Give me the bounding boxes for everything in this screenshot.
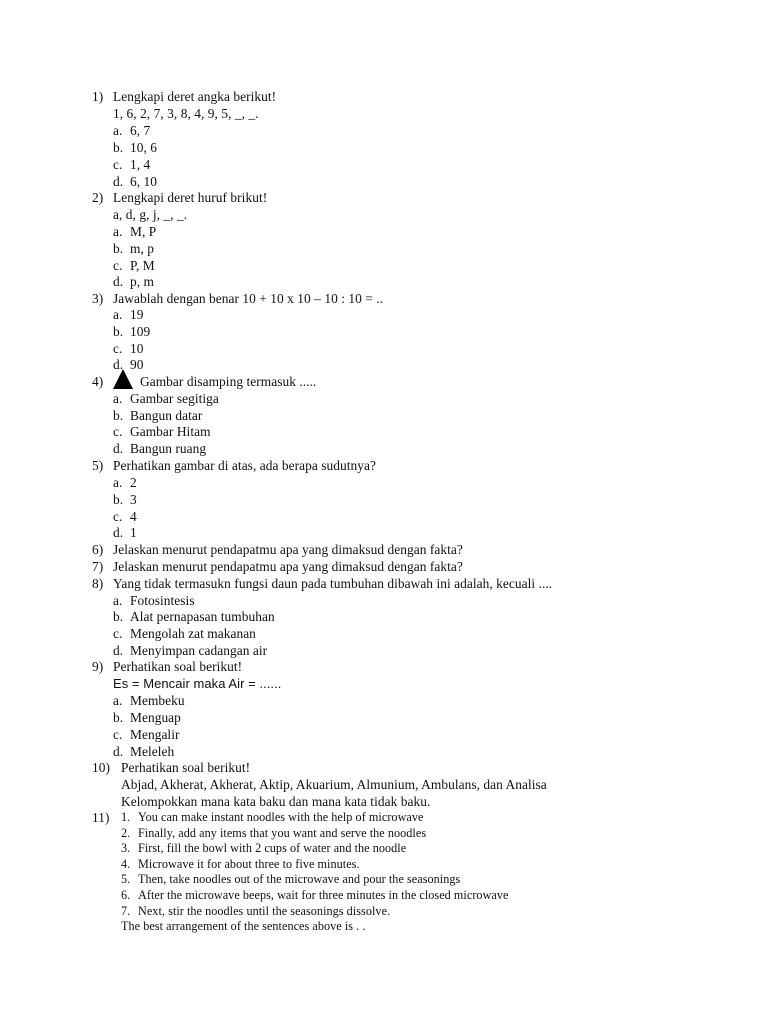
- question-text: Jelaskan menurut pendapatmu apa yang dimaksud dengan fakta?: [113, 542, 463, 557]
- step-item: 3. First, fill the bowl with 2 cups of water and the noodle: [121, 841, 407, 856]
- option-b: b. 109: [113, 324, 151, 339]
- question-number: 11): [92, 810, 110, 825]
- question-number: 8): [92, 576, 104, 591]
- option-a: a. 19: [113, 307, 144, 322]
- letter-sequence: a, d, g, j, _, _.: [113, 207, 188, 222]
- question-text: Jawablah dengan benar 10 + 10 x 10 – 10 : 10 = ..: [113, 291, 384, 306]
- question-text: Perhatikan soal berikut!: [113, 659, 243, 674]
- question-number: 9): [92, 659, 104, 674]
- step-item: 5. Then, take noodles out of the microwave and pour the seasonings: [121, 872, 461, 887]
- option-a: a. Fotosintesis: [113, 593, 195, 608]
- option-b: b. Alat pernapasan tumbuhan: [113, 609, 275, 624]
- question-text: Perhatikan soal berikut!: [121, 760, 251, 775]
- question-number: 2): [92, 190, 104, 205]
- question-number: 7): [92, 559, 104, 574]
- word-list: Abjad, Akherat, Akherat, Aktip, Akuarium, Almunium, Ambulans, dan Analisa: [121, 777, 547, 792]
- option-b: b. m, p: [113, 241, 155, 256]
- step-item: 6. After the microwave beeps, wait for three minutes in the closed microwave: [121, 888, 509, 902]
- question-number: 4): [92, 374, 104, 389]
- option-d: d. 1: [113, 525, 137, 540]
- analogy-text: Es = Mencair maka Air = ......: [113, 676, 282, 691]
- question-number: 5): [92, 458, 104, 473]
- option-d: d. Menyimpan cadangan air: [113, 643, 268, 658]
- option-d: d. 6, 10: [113, 174, 158, 189]
- option-c: c. Mengolah zat makanan: [113, 626, 256, 641]
- question-number: 6): [92, 542, 104, 557]
- question-text: Lengkapi deret angka berikut!: [113, 89, 277, 104]
- instruction-text: Kelompokkan mana kata baku dan mana kata tidak baku.: [121, 794, 431, 809]
- option-a: a. Membeku: [113, 693, 185, 708]
- step-item: 2. Finally, add any items that you want and serve the noodles: [121, 825, 427, 840]
- option-c: c. Gambar Hitam: [113, 424, 211, 439]
- question-text: Jelaskan menurut pendapatmu apa yang dimaksud dengan fakta?: [113, 559, 463, 574]
- option-b: b. Menguap: [113, 710, 181, 725]
- option-a: a. Gambar segitiga: [113, 391, 219, 406]
- number-sequence: 1, 6, 2, 7, 3, 8, 4, 9, 5, _, _.: [113, 106, 259, 121]
- option-c: c. P, M: [113, 258, 155, 273]
- option-d: d. Bangun ruang: [113, 441, 207, 456]
- option-a: a. 2: [113, 475, 137, 490]
- question-text: Perhatikan gambar di atas, ada berapa sudutnya?: [113, 458, 376, 473]
- step-item: 7. Next, stir the noodles until the seasonings dissolve.: [121, 903, 391, 918]
- option-b: b. 3: [113, 492, 137, 507]
- question-text: Yang tidak termasukn fungsi daun pada tumbuhan dibawah ini adalah, kecuali ....: [113, 576, 553, 591]
- option-d: d. p, m: [113, 274, 155, 289]
- question-number: 1): [92, 89, 104, 104]
- option-c: c. 4: [113, 509, 137, 524]
- step-item: 1. You can make instant noodles with the help of microwave: [121, 810, 424, 824]
- option-c: c. 1, 4: [113, 157, 151, 172]
- option-a: a. M, P: [113, 224, 157, 239]
- question-text: Lengkapi deret huruf brikut!: [113, 190, 268, 205]
- option-d: d. Meleleh: [113, 744, 175, 759]
- step-item: 4. Microwave it for about three to five minutes.: [121, 856, 360, 871]
- closing-question: The best arrangement of the sentences above is . .: [121, 919, 366, 933]
- question-number: 10): [92, 760, 110, 775]
- option-c: c. Mengalir: [113, 727, 180, 742]
- option-b: b. 10, 6: [113, 140, 158, 155]
- option-d: d. 90: [113, 357, 144, 372]
- option-c: c. 10: [113, 341, 144, 356]
- question-text: Gambar disamping termasuk .....: [140, 374, 317, 389]
- option-b: b. Bangun datar: [113, 408, 203, 423]
- question-number: 3): [92, 291, 104, 306]
- option-a: a. 6, 7: [113, 123, 151, 138]
